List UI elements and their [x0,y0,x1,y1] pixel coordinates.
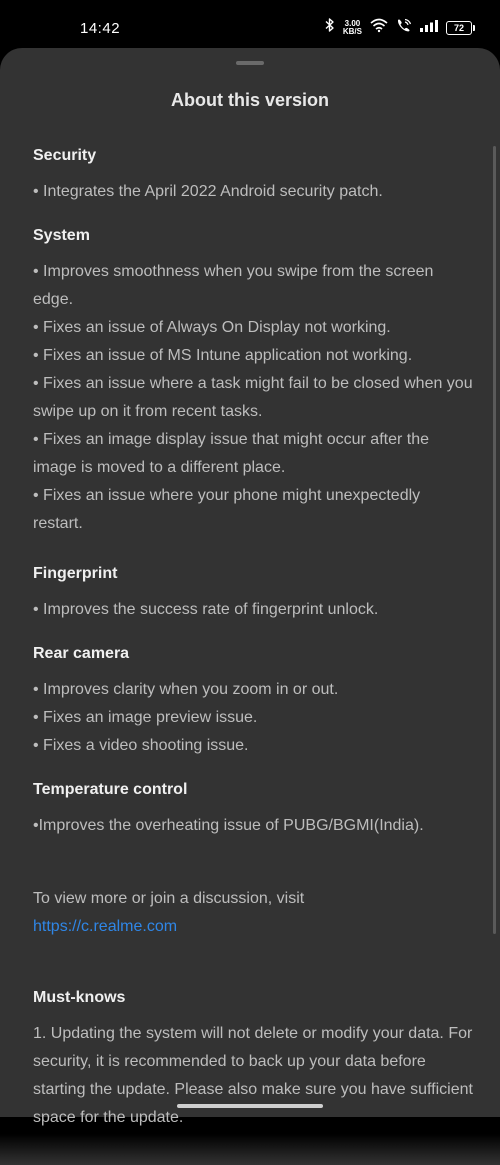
list-item: • Fixes an issue of Always On Display not working. [33,319,391,336]
section-rear-camera [33,642,473,760]
section-heading: Temperature control [33,781,188,798]
section-heading: Must-knows [33,989,126,1006]
section-heading: Fingerprint [33,565,118,582]
list-item: • Fixes a video shooting issue. [33,737,249,754]
section-heading: Security [33,147,97,164]
must-knows-text: 1. Updating the system will not delete or modify your data. For security, it is recommended to back up your data before starting the update. Please also make sure you have sufficient space for the update. [33,1025,473,1126]
status-bar [0,0,500,48]
network-speed-value: 3.00 [344,18,361,28]
community-link[interactable]: https://c.realme.com [33,918,178,935]
list-item: • Improves the success rate of fingerprint unlock. [33,601,379,618]
bottom-fade [0,1134,500,1165]
release-notes[interactable] [33,144,473,1132]
wifi-calling-icon [396,18,412,37]
home-indicator[interactable] [177,1104,323,1108]
discussion-text: To view more or join a discussion, visit [33,890,305,907]
bluetooth-icon [325,18,335,37]
section-must-knows [33,986,473,1132]
discussion-section [33,885,473,941]
list-item: • Fixes an issue where a task might fail to be closed when you swipe up on it from recent tasks. [33,375,473,420]
list-item: • Fixes an issue of MS Intune application not working. [33,347,413,364]
network-speed-unit: KB/S [342,26,362,36]
section-heading: System [33,227,90,244]
list-item: • Fixes an issue where your phone might unexpectedly restart. [33,487,421,532]
section-fingerprint [33,562,473,624]
list-item: • Fixes an image preview issue. [33,709,258,726]
drag-handle[interactable] [236,61,264,65]
about-version-sheet [0,48,500,1126]
network-speed [343,20,362,36]
list-item: • Improves clarity when you zoom in or out. [33,681,339,698]
battery-icon: 72 [446,21,472,35]
signal-icon [420,19,438,37]
sheet-title: About this version [170,90,329,110]
section-security [33,144,473,206]
list-item: • Improves smoothness when you swipe from the screen edge. [33,263,434,308]
list-item: •Improves the overheating issue of PUBG/BGMI(India). [33,817,424,834]
scrollbar[interactable] [493,146,496,934]
status-icons [325,18,472,37]
section-heading: Rear camera [33,645,130,662]
section-temperature-control [33,778,473,840]
wifi-icon [370,18,388,37]
list-item: • Fixes an image display issue that might occur after the image is moved to a different place. [33,431,430,476]
section-system [33,224,473,538]
status-time: 14:42 [80,20,121,37]
list-item: • Integrates the April 2022 Android security patch. [33,183,383,200]
